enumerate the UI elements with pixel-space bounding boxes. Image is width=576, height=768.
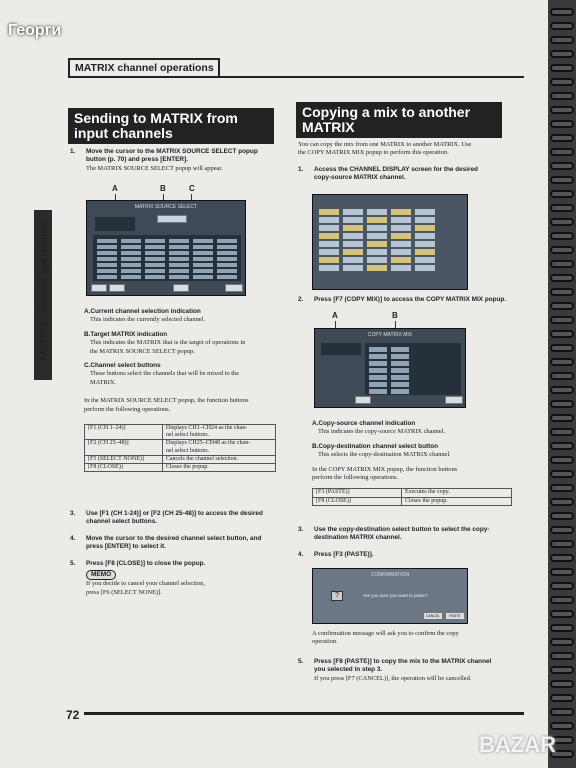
memo-badge: MEMO	[86, 570, 116, 580]
binding-coil	[550, 190, 574, 198]
desc-text: MATRIX.	[90, 378, 117, 386]
display-block	[319, 209, 339, 215]
binding-coil	[550, 344, 574, 352]
header-rule	[220, 76, 524, 78]
display-block	[367, 257, 387, 263]
table-value	[162, 464, 275, 472]
binding-coil	[550, 316, 574, 324]
side-tab-label: MATRIX channel operations	[38, 221, 50, 360]
binding-coil	[550, 8, 574, 16]
step-text: copy-source MATRIX channel.	[314, 174, 406, 182]
desc-text: These buttons select the channels that will be mixed to the	[90, 370, 240, 378]
table-row	[85, 464, 276, 472]
channel-select-cell	[369, 375, 387, 380]
channel-select-cell	[193, 251, 213, 255]
f3-button	[355, 396, 371, 404]
memo-text: If you decide to cancel your channel selection,	[86, 580, 205, 588]
binding-coil	[550, 666, 574, 674]
left-title-line1: Sending to MATRIX from	[74, 110, 238, 126]
display-block	[391, 257, 411, 263]
binding-coil	[550, 120, 574, 128]
binding-coil	[550, 358, 574, 366]
display-block	[367, 265, 387, 271]
display-block	[343, 217, 363, 223]
step-text: you selected in step 3.	[314, 666, 383, 674]
channel-select-cell	[391, 382, 409, 387]
section-header: MATRIX channel operations	[68, 58, 220, 78]
channel-select-cell	[169, 269, 189, 273]
channel-select-cell	[97, 257, 117, 261]
desc-text: the MATRIX SOURCE SELECT popup.	[90, 347, 195, 355]
step-number: 5.	[298, 658, 304, 665]
table-key: [F5 (SELECT NONE)]	[85, 455, 163, 463]
f1-button	[91, 284, 107, 292]
display-block	[391, 217, 411, 223]
binding-coil	[550, 596, 574, 604]
current-channel-box	[95, 217, 135, 231]
binding-coil	[550, 78, 574, 86]
table-value	[162, 425, 275, 440]
left-title-line2: input channels	[74, 125, 173, 141]
table-key: [F1 (CH 1–24)]	[85, 425, 163, 440]
display-block	[415, 233, 435, 239]
step-text: press [ENTER] to select it.	[86, 543, 166, 551]
channel-select-cell	[391, 389, 409, 394]
step-number: 3.	[70, 510, 76, 517]
left-section-title	[68, 108, 274, 144]
channel-select-cell	[97, 251, 117, 255]
table-value-line: nel select buttons.	[165, 432, 210, 439]
table-row	[85, 440, 276, 455]
channel-select-cell	[369, 347, 387, 352]
intro-text: You can copy the mix from one MATRIX to another MATRIX. Use	[298, 141, 472, 148]
f5-button	[173, 284, 189, 292]
right-step5	[298, 658, 520, 683]
callout-c: C	[189, 184, 195, 193]
display-block	[343, 225, 363, 231]
channel-select-cell	[193, 263, 213, 267]
binding-coil	[550, 526, 574, 534]
channel-select-cell	[145, 239, 165, 243]
channel-select-cell	[217, 245, 237, 249]
binding-coil	[550, 162, 574, 170]
step-text: button (p. 70) and press [ENTER].	[86, 156, 188, 164]
display-block	[343, 241, 363, 247]
step-note: The MATRIX SOURCE SELECT popup will appear.	[86, 164, 223, 172]
display-block	[367, 209, 387, 215]
table-value-line: Displays CH1–CH24 as the chan-	[165, 425, 248, 432]
display-block	[415, 257, 435, 263]
channel-select-cell	[145, 263, 165, 267]
channel-select-cell	[193, 269, 213, 273]
channel-select-cell	[369, 382, 387, 387]
channel-select-cell	[121, 245, 141, 249]
display-block	[391, 265, 411, 271]
channel-select-cell	[145, 275, 165, 279]
display-block	[343, 265, 363, 271]
display-block	[319, 233, 339, 239]
binding-coil	[550, 232, 574, 240]
display-block	[415, 265, 435, 271]
binding-coil	[550, 568, 574, 576]
channel-select-cell	[217, 263, 237, 267]
table-value-line: Displays CH25–CH48 as the chan-	[165, 440, 251, 447]
cancel-button: CANCEL	[423, 612, 443, 620]
screen-title: MATRIX SOURCE SELECT	[134, 204, 198, 210]
step-number: 2.	[298, 296, 304, 303]
binding-coil	[550, 414, 574, 422]
display-block	[415, 249, 435, 255]
right-title-line1: Copying a mix to another	[302, 104, 471, 120]
binding-coil	[550, 582, 574, 590]
channel-grid	[93, 235, 241, 281]
step-text: channel select buttons.	[86, 518, 158, 526]
desc-text: This selects the copy-destination MATRIX channel.	[318, 451, 451, 459]
f8-button	[225, 284, 243, 292]
desc-label: C.Channel select buttons	[84, 362, 161, 370]
step-text: Use the copy-destination select button to select the copy-	[314, 526, 490, 533]
memo-text: press [F6 (SELECT NONE)].	[86, 588, 162, 596]
display-block	[415, 225, 435, 231]
channel-select-cell	[391, 347, 409, 352]
screen-title: CONFIRMATION	[370, 572, 410, 578]
right-title-line2: MATRIX	[302, 119, 355, 135]
right-section-title	[296, 102, 502, 138]
callout-b: B	[160, 184, 166, 193]
channel-select-cell	[121, 257, 141, 261]
step-text: Press [F8 (CLOSE)] to close the popup.	[86, 559, 206, 567]
step-note: If you press [F7 (CANCEL)], the operation will be cancelled.	[314, 674, 472, 682]
step-text: destination MATRIX channel.	[314, 534, 402, 542]
binding-coil	[550, 246, 574, 254]
step-text: Use [F1 (CH 1-24)] or [F2 (CH 25-48)] to access the desired	[86, 510, 263, 517]
f2-button	[109, 284, 125, 292]
intro-text: In the MATRIX SOURCE SELECT popup, the function buttons	[84, 397, 249, 405]
display-block	[319, 249, 339, 255]
table-value	[162, 440, 275, 455]
function-table	[312, 488, 512, 505]
desc-label: B.Copy-destination channel select button	[312, 442, 439, 450]
step-number: 3.	[298, 526, 304, 533]
question-icon: ?	[331, 591, 343, 601]
binding-coil	[550, 50, 574, 58]
desc-label: A.Copy-source channel indication	[312, 420, 416, 427]
binding-coil	[550, 302, 574, 310]
binding-coil	[550, 610, 574, 618]
display-block	[415, 217, 435, 223]
display-block	[319, 265, 339, 271]
step-number: 4.	[70, 534, 76, 542]
binding-coil	[550, 64, 574, 72]
channel-select-cell	[169, 251, 189, 255]
channel-select-cell	[369, 368, 387, 373]
watermark-top: Георги	[8, 22, 62, 39]
copy-matrix-mix-screen	[314, 328, 466, 408]
intro-text: perform the following operations.	[84, 405, 171, 413]
display-block	[391, 209, 411, 215]
binding-coil	[550, 288, 574, 296]
step-text: Press [F8 (PASTE)] to copy the mix to the MATRIX channel	[314, 658, 492, 665]
binding-coil	[550, 512, 574, 520]
matrix-source-select-screen	[86, 200, 246, 296]
right-step2	[298, 296, 520, 304]
step-text: Press [F3 (PASTE)].	[314, 550, 374, 558]
channel-select-cell	[121, 269, 141, 273]
intro-text: perform the following operations.	[312, 474, 399, 482]
confirm-question: Are you sure you want to paste?	[363, 593, 428, 598]
channel-select-cell	[217, 275, 237, 279]
channel-select-cell	[193, 239, 213, 243]
right-steps-3-4	[298, 526, 520, 559]
watermark-bottom: BAZAR	[479, 732, 556, 757]
step-text: Move the cursor to the MATRIX SOURCE SELECT popup	[86, 148, 258, 155]
binding-coil	[550, 176, 574, 184]
step-text: Press [F7 (COPY MIX)] to access the COPY MATRIX MIX popup.	[314, 296, 507, 303]
step-text: Access the CHANNEL DISPLAY screen for the desired	[314, 165, 478, 173]
binding-coil	[550, 498, 574, 506]
channel-select-cell	[193, 245, 213, 249]
table-value: Executes the copy.	[401, 489, 511, 497]
table-value-line: nel select buttons.	[165, 447, 210, 454]
desc-text: This indicates the MATRIX that is the target of operations in	[90, 339, 246, 347]
table-value: Closes the popup.	[401, 497, 511, 505]
confirmation-screen	[312, 568, 468, 624]
channel-select-cell	[97, 269, 117, 273]
channel-select-cell	[121, 239, 141, 243]
binding-coil	[550, 218, 574, 226]
binding-coil	[550, 134, 574, 142]
channel-select-cell	[369, 354, 387, 359]
table-row	[313, 489, 512, 497]
channel-display-screen	[312, 194, 468, 290]
channel-select-cell	[145, 251, 165, 255]
intro-text: In the COPY MATRIX MIX popup, the function buttons	[312, 465, 458, 473]
display-block	[391, 241, 411, 247]
channel-select-cell	[97, 245, 117, 249]
channel-select-cell	[169, 275, 189, 279]
table-row	[85, 425, 276, 440]
confirm-text	[312, 630, 522, 647]
binding-coil	[550, 274, 574, 282]
channel-select-cell	[193, 275, 213, 279]
table-key: [F2 (CH 25–48)]	[85, 440, 163, 455]
table-value	[162, 455, 275, 463]
footer-rule	[84, 712, 524, 715]
display-block	[343, 249, 363, 255]
step-number: 5.	[70, 559, 76, 567]
binding-coil	[550, 442, 574, 450]
channel-select-cell	[369, 389, 387, 394]
right-intro	[298, 141, 520, 183]
left-descriptions	[84, 308, 284, 472]
binding-coil	[550, 694, 574, 702]
binding-coil	[550, 386, 574, 394]
binding-coil	[550, 484, 574, 492]
display-block	[415, 209, 435, 215]
channel-select-cell	[369, 361, 387, 366]
channel-select-cell	[217, 257, 237, 261]
binding-coil	[550, 92, 574, 100]
display-block	[367, 249, 387, 255]
callout-a: A	[332, 311, 338, 320]
display-block	[343, 257, 363, 263]
left-step1	[70, 148, 280, 173]
display-block	[391, 233, 411, 239]
table-row	[85, 455, 276, 463]
channel-select-cell	[121, 275, 141, 279]
callout-b: B	[392, 311, 398, 320]
table-value-line: Closes the popup.	[165, 464, 209, 471]
channel-select-cell	[97, 239, 117, 243]
binding-coil	[550, 470, 574, 478]
display-block	[367, 225, 387, 231]
channel-select-cell	[145, 257, 165, 261]
display-block	[319, 257, 339, 263]
channel-select-cell	[121, 251, 141, 255]
channel-select-cell	[97, 263, 117, 267]
binding-coil	[550, 554, 574, 562]
step-number: 4.	[298, 550, 304, 558]
desc-text: This indicates the currently selected channel.	[90, 316, 205, 324]
function-table	[84, 424, 276, 472]
channel-select-cell	[145, 245, 165, 249]
display-block	[367, 241, 387, 247]
screen-title: COPY MATRIX MIX	[367, 332, 413, 338]
target-matrix-box	[157, 215, 187, 223]
paste-button: PASTE	[445, 612, 465, 620]
binding-coil	[550, 624, 574, 632]
display-block	[367, 233, 387, 239]
step-text: Move the cursor to the desired channel select button, and	[86, 534, 262, 542]
channel-select-cell	[169, 257, 189, 261]
table-row	[313, 497, 512, 505]
binding-coil	[550, 330, 574, 338]
binding-coil	[550, 148, 574, 156]
desc-label: A.Current channel selection indication	[84, 308, 201, 315]
channel-select-cell	[391, 361, 409, 366]
copy-source-box	[321, 343, 361, 355]
binding-coil	[550, 260, 574, 268]
binding-coil	[550, 456, 574, 464]
binding-coil	[550, 36, 574, 44]
binding-coil	[550, 652, 574, 660]
f8-button	[445, 396, 463, 404]
binding-coil	[550, 638, 574, 646]
binding-coil	[550, 540, 574, 548]
channel-select-cell	[169, 239, 189, 243]
confirm-text-line: operation.	[312, 638, 338, 646]
channel-select-cell	[121, 263, 141, 267]
channel-select-cell	[169, 245, 189, 249]
binding-coil	[550, 400, 574, 408]
channel-select-cell	[391, 375, 409, 380]
callout-a: A	[112, 184, 118, 193]
table-value-line: Cancels the channel selection.	[165, 455, 239, 462]
channel-select-cell	[169, 263, 189, 267]
display-block	[415, 241, 435, 247]
intro-text: the COPY MATRIX MIX popup to perform this operation.	[298, 149, 449, 157]
table-key: [F8 (CLOSE)]	[85, 464, 163, 472]
channel-select-cell	[217, 239, 237, 243]
display-block	[343, 233, 363, 239]
display-block	[391, 225, 411, 231]
step-number: 1.	[70, 148, 76, 155]
channel-select-cell	[391, 354, 409, 359]
destination-grid	[365, 343, 461, 395]
spiral-binding	[548, 0, 576, 768]
display-block	[367, 217, 387, 223]
binding-coil	[550, 722, 574, 730]
page-number: 72	[66, 708, 80, 722]
left-steps-3-5	[70, 510, 285, 597]
channel-select-cell	[145, 269, 165, 273]
desc-text: This indicates the copy-source MATRIX channel.	[318, 428, 446, 436]
binding-coil	[550, 204, 574, 212]
display-block	[391, 249, 411, 255]
step-number: 1.	[298, 165, 304, 173]
table-key: [F8 (CLOSE)]	[313, 497, 402, 505]
table-key: [F3 (PASTE)]	[313, 489, 402, 497]
channel-select-cell	[217, 269, 237, 273]
channel-select-cell	[391, 368, 409, 373]
right-descriptions	[312, 420, 522, 506]
channel-select-cell	[97, 275, 117, 279]
binding-coil	[550, 372, 574, 380]
display-block	[319, 225, 339, 231]
binding-coil	[550, 22, 574, 30]
binding-coil	[550, 428, 574, 436]
display-block	[343, 209, 363, 215]
binding-coil	[550, 680, 574, 688]
binding-coil	[550, 708, 574, 716]
binding-coil	[550, 106, 574, 114]
confirm-text-line: A confirmation message will ask you to confirm the copy	[312, 630, 459, 637]
desc-label: B.Target MATRIX indication	[84, 330, 168, 338]
channel-select-cell	[217, 251, 237, 255]
display-block	[319, 241, 339, 247]
channel-select-cell	[193, 257, 213, 261]
display-block	[319, 217, 339, 223]
